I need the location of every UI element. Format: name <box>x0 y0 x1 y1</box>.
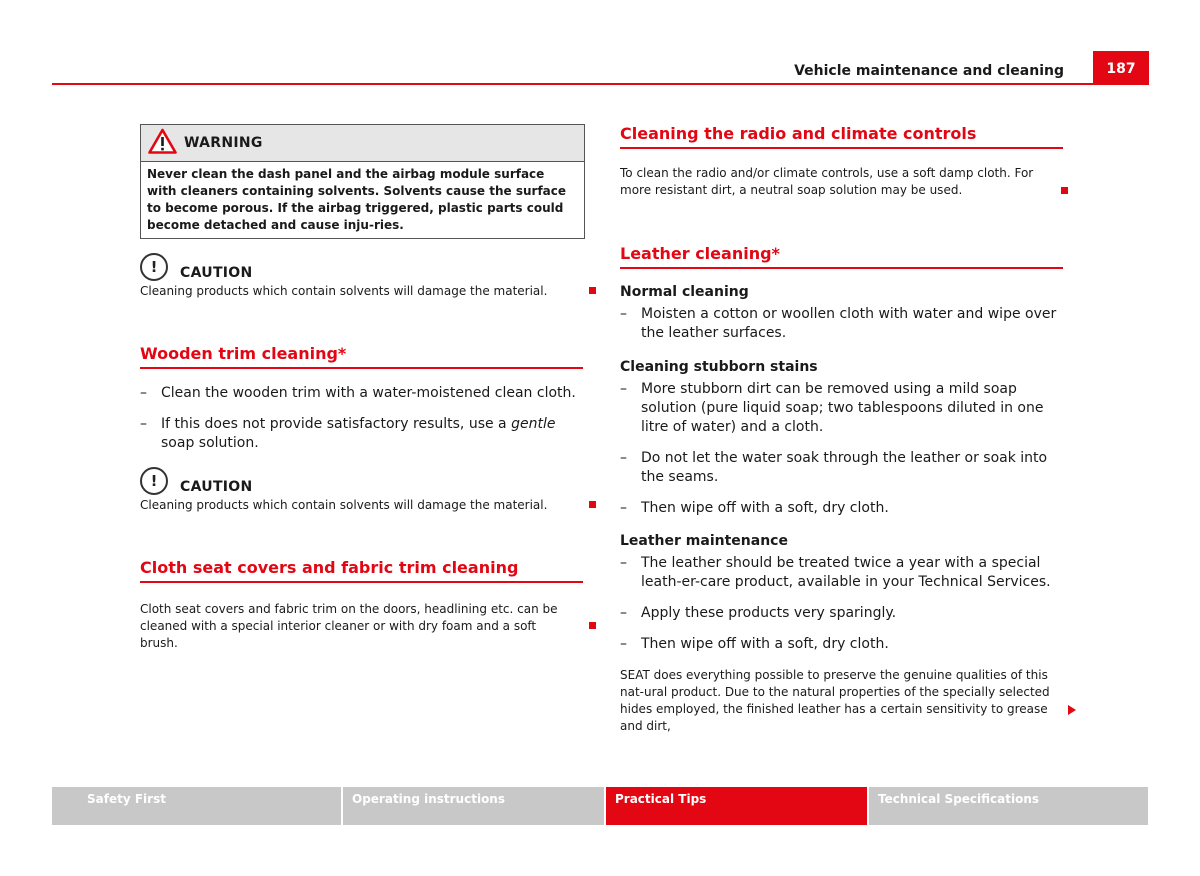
radio-climate-text <box>620 165 1060 199</box>
caution-text-1 <box>140 283 596 300</box>
left-column <box>140 124 596 652</box>
leather-closing-text <box>620 667 1060 735</box>
caution-title-2: CAUTION <box>180 479 253 495</box>
right-column <box>620 124 1076 735</box>
end-mark-icon <box>589 501 596 508</box>
leather-cleaning-heading: Leather cleaning* <box>620 244 1063 269</box>
cloth-seat-text-content: Cloth seat covers and fabric trim on the doors, headlining etc. can be cleaned with a special interior cleaner or with dry foam and a soft brush. <box>140 602 558 650</box>
tab-operating-instructions[interactable]: Operating instructions <box>343 787 604 825</box>
caution-text-1-content: Cleaning products which contain solvents will damage the material. <box>140 284 548 298</box>
normal-item-1: – Moisten a cotton or woollen cloth with water and wipe over the leather surfaces. <box>620 305 1061 343</box>
maintenance-item-3: – Then wipe off with a soft, dry cloth. <box>620 635 1076 654</box>
end-mark-icon <box>589 287 596 294</box>
cloth-seat-text <box>140 601 570 652</box>
warning-triangle-icon <box>148 128 177 158</box>
exclamation-circle-icon: ! <box>140 467 168 495</box>
wooden-item-2-post: soap solution. <box>161 435 259 451</box>
section-title: Vehicle maintenance and cleaning <box>794 63 1064 79</box>
cloth-seat-heading: Cloth seat covers and fabric trim cleaning <box>140 558 583 583</box>
warning-box <box>140 124 585 239</box>
wooden-item-2-pre: If this does not provide satisfactory results, use a <box>161 416 512 432</box>
exclamation-circle-icon: ! <box>140 253 168 281</box>
continue-arrow-icon <box>1068 705 1076 715</box>
end-mark-icon <box>589 622 596 629</box>
stubborn-item-1: – More stubborn dirt can be removed using a mild soap solution (pure liquid soap; two tablespoons diluted in one litre of water) and a cloth. <box>620 380 1066 437</box>
normal-cleaning-subheading: Normal cleaning <box>620 284 749 300</box>
caution-title-1: CAUTION <box>180 265 253 281</box>
warning-text: Never clean the dash panel and the airbag module surface with cleaners containing solvents. Solvents cause the surface to become porous. If the airbag triggered, plastic parts could become detached and cause inju-ries. <box>147 167 567 232</box>
caution-text-2-content: Cleaning products which contain solvents will damage the material. <box>140 498 548 512</box>
wooden-item-2 <box>140 415 581 453</box>
stubborn-stains-subheading: Cleaning stubborn stains <box>620 359 818 375</box>
page-number-label: 187 <box>1106 61 1136 77</box>
maintenance-item-2: – Apply these products very sparingly. <box>620 604 1076 623</box>
leather-closing-text-content: SEAT does everything possible to preserve the genuine qualities of this nat-ural product. Due to the natural properties of the specially selected hides employed, the finished leather has a certain sensitivity to grease and dirt, <box>620 668 1050 733</box>
wooden-trim-heading: Wooden trim cleaning* <box>140 344 583 369</box>
warning-title: WARNING <box>184 135 263 151</box>
tab-technical-specifications[interactable]: Technical Specifications <box>869 787 1148 825</box>
stubborn-item-2: – Do not let the water soak through the leather or soak into the seams. <box>620 449 1061 487</box>
caution-block-1 <box>140 253 596 300</box>
tab-practical-tips[interactable]: Practical Tips <box>606 787 867 825</box>
footer-tabs <box>52 787 1149 825</box>
radio-climate-heading: Cleaning the radio and climate controls <box>620 124 1063 149</box>
leather-maintenance-subheading: Leather maintenance <box>620 533 788 549</box>
page-number <box>1093 51 1149 85</box>
warning-header <box>141 125 584 162</box>
header-rule <box>52 83 1149 85</box>
end-mark-icon <box>1061 187 1068 194</box>
maintenance-item-1: – The leather should be treated twice a year with a special leath-er-care product, available in your Technical Services. <box>620 554 1061 592</box>
wooden-item-2-emphasis: gentle <box>511 416 556 432</box>
caution-block-2 <box>140 467 596 514</box>
wooden-item-1: – Clean the wooden trim with a water-moistened clean cloth. <box>140 384 596 403</box>
stubborn-item-3: – Then wipe off with a soft, dry cloth. <box>620 499 1076 518</box>
radio-climate-text-content: To clean the radio and/or climate controls, use a soft damp cloth. For more resistant dirt, a neutral soap solution may be used. <box>620 166 1034 197</box>
tab-safety-first[interactable]: Safety First <box>52 787 341 825</box>
caution-text-2 <box>140 497 596 514</box>
